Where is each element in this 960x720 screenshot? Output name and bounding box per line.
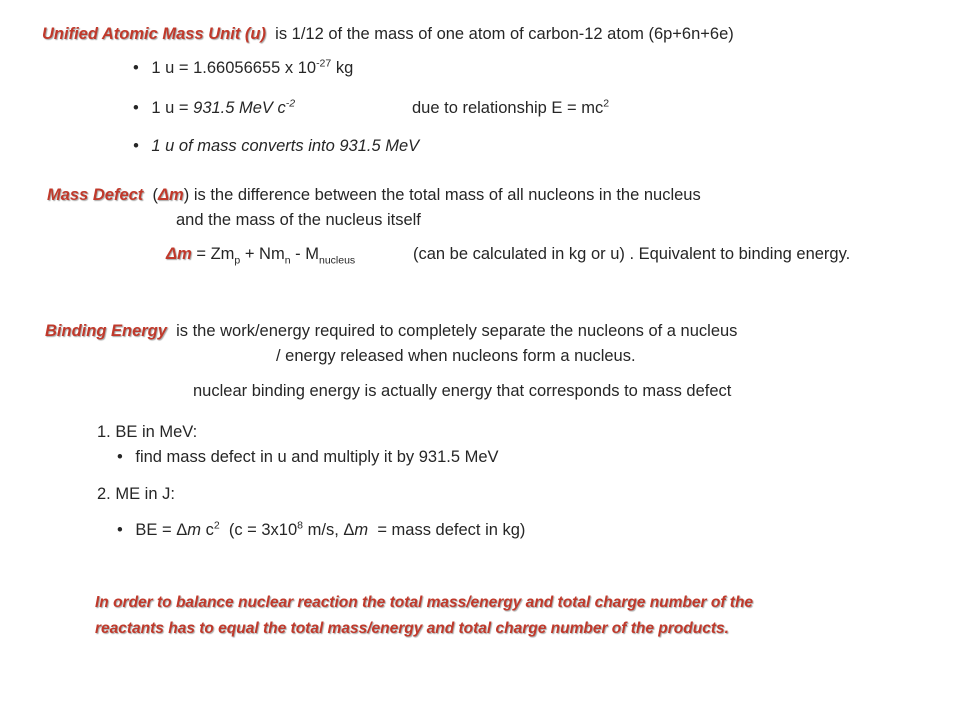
formula-sub-nucleus: nucleus [318,254,356,267]
binding-energy-definition-3: nuclear binding energy is actually energy that corresponds to mass defect [193,382,732,400]
mass-defect-definition-2: and the mass of the nucleus itself [176,211,421,229]
mass-defect-open-paren: ( [152,186,158,204]
be-item-1-bullet [117,449,499,466]
amu-term: Unified Atomic Mass Unit (u) [42,25,266,43]
amu-bullet-1 [133,57,354,77]
binding-energy-line-3 [193,383,731,400]
formula-sub-p: p [234,254,241,267]
be-item-2-bullet [117,519,526,539]
formula-part-c: - M [295,245,319,263]
amu-bullet-2-relation [412,97,610,117]
mass-defect-symbol: Δm [157,186,184,204]
mass-defect-line-2 [176,212,421,229]
binding-energy-definition-1: is the work/energy required to completely separate the nucleons of a nucleus [176,322,738,340]
be-item-2-part-b: c [205,521,214,539]
be-item-2-part-e: = mass defect in kg) [377,521,526,539]
amu-bullet-1-unit: kg [335,59,354,77]
be-item-2-title [97,486,175,503]
formula-sub-n: n [284,254,291,267]
amu-bullet-3 [133,138,419,155]
mass-defect-definition-1: is the difference between the total mass of all nucleons in the nucleus [193,186,701,204]
binding-energy-line-2 [276,348,636,365]
be-item-1-bullet-text: find mass defect in u and multiply it by 931.5 MeV [135,448,499,466]
be-item-2-part-c: (c = 3x10 [228,521,298,539]
binding-energy-definition-2: / energy released when nucleons form a nucleus. [276,347,636,365]
amu-definition: is 1/12 of the mass of one atom of carbon-12 atom (6p+6n+6e) [275,25,734,43]
amu-bullet-2-exp: -2 [285,97,296,110]
be-item-2-part-d: m/s, Δ [307,521,355,539]
be-item-2-m1: m [187,521,201,539]
binding-energy-line-1 [45,323,737,340]
mass-defect-term: Mass Defect [47,186,144,204]
formula-symbol: Δm [166,245,192,263]
formula-part-b: + Nm [244,245,285,263]
amu-bullet-1-exp: -27 [316,57,332,70]
amu-bullet-2 [133,97,296,117]
mass-defect-close-paren: ) [183,186,190,204]
balance-note-line-1: In order to balance nuclear reaction the total mass/energy and total charge number of the [95,594,754,611]
formula-part-a: = Zm [196,245,235,263]
amu-bullet-3-text: 1 u of mass converts into 931.5 MeV [151,137,420,155]
amu-bullet-1-text: 1 u = 1.66056655 x 10 [151,59,317,77]
amu-heading-line [42,26,734,43]
be-item-2-title-text: 2. ME in J: [97,485,175,503]
be-item-2-m2: m [354,521,369,539]
formula-note-text: (can be calculated in kg or u) . Equivalent to binding energy. [413,245,851,263]
amu-bullet-2-text: 1 u = [151,99,189,117]
amu-relation-text: due to relationship E = mc [412,99,604,117]
mass-defect-line-1 [47,187,701,204]
amu-relation-exp: 2 [603,97,610,110]
binding-energy-term: Binding Energy [45,322,167,340]
be-item-2-exp-8: 8 [297,519,304,532]
be-item-2-part-a: BE = Δ [135,521,188,539]
be-item-2-exp-2: 2 [213,519,220,532]
mass-defect-formula [166,245,356,267]
mass-defect-formula-note [413,246,850,263]
amu-bullet-2-value: 931.5 MeV c [193,99,286,117]
balance-note-line-2: reactants has to equal the total mass/energy and total charge number of the products. [95,620,729,637]
be-item-1-title [97,424,197,441]
be-item-1-title-text: 1. BE in MeV: [97,423,198,441]
